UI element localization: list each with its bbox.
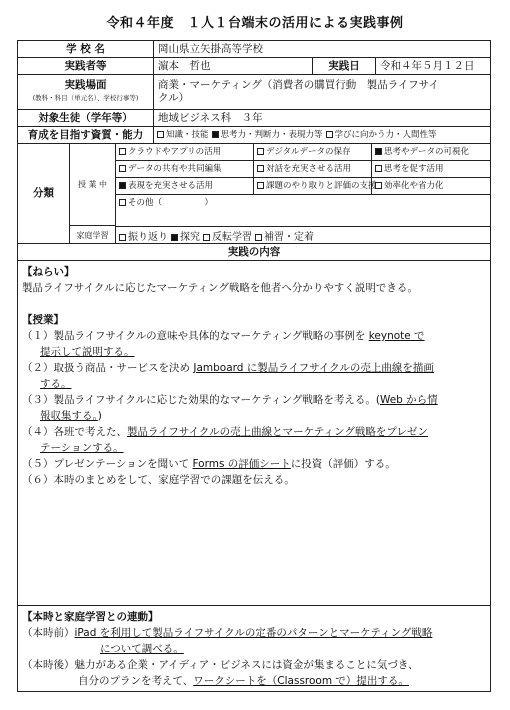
option-efficiency[interactable]: 効率化や省力化 <box>372 180 444 193</box>
before-line1: （本時前）iPad を利用して製品ライフサイクルの定番のパターンとマーケティング戦略 <box>22 627 433 639</box>
document-title: 令和４年度 １人１台端末の活用による実践事例 <box>106 16 404 31</box>
after-line1: （本時後）魅力がある企業・アイディア・ビジネスには資金が集まることに気づき、 <box>22 659 419 671</box>
opt-cell-6 <box>372 161 490 177</box>
opt-cell-1 <box>116 144 254 160</box>
step-1-line2: 提示して説明する。 <box>40 346 135 358</box>
date-label: 実践日 <box>313 58 376 74</box>
option-assignment-support[interactable]: 課題のやり取りと評価の支援 <box>254 180 377 193</box>
step-3-line1: （３）製品ライフサイクルに応じた効果的なマーケティング戦略を考える。(Web から情 <box>22 394 438 406</box>
opt-cell-5 <box>254 161 372 177</box>
in-class-options <box>116 144 490 226</box>
option-cloud-apps[interactable]: クラウドやアプリの活用 <box>116 146 221 159</box>
option-other[interactable]: その他（ ） <box>116 197 213 210</box>
aim-text: 製品ライフサイクルに応じたマーケティング戦略を他者へ分かりやすく説明できる。 <box>22 282 418 294</box>
checkbox-icon <box>375 165 382 172</box>
checkbox-icon <box>257 165 264 172</box>
checkbox-icon <box>375 182 382 189</box>
step-4-line1: （４）各班で考えた、製品ライフサイクルの売上曲線とマーケティング戦略をプレゼン <box>22 426 428 438</box>
ability-option-2[interactable]: 思考力・判断力・表現力等 <box>209 129 323 142</box>
lesson-heading: 【授業】 <box>22 314 64 326</box>
in-class-label: 授 業 中 <box>70 144 116 226</box>
aim-heading: 【ねらい】 <box>22 266 75 278</box>
opt-cell-10 <box>116 195 490 212</box>
scene-value-cell <box>154 75 490 109</box>
step-4-line2: テーションする。 <box>40 442 124 454</box>
home-option-inquiry[interactable]: 探究 <box>168 228 200 243</box>
option-expression[interactable]: 表現を充実させる活用 <box>116 180 213 193</box>
in-class-row-1 <box>116 144 490 161</box>
checkbox-icon <box>203 234 210 241</box>
step-3-line2: 報収集する。) <box>40 410 102 422</box>
home-option-supplementary[interactable]: 補習・定着 <box>252 228 314 243</box>
step-6: （６）本時のまとめをして、家庭学習での課題を伝える。 <box>22 474 295 486</box>
school-row <box>18 41 490 58</box>
step-5: （５）プレゼンテーションを聞いて Forms の評価シートに投資（評価）する。 <box>22 458 396 470</box>
scene-value-line2: クル） <box>158 92 190 104</box>
checkbox-checked-icon <box>119 182 126 189</box>
scene-label-cell <box>18 75 154 109</box>
opt-cell-8 <box>254 178 377 194</box>
linkage-divider <box>18 605 490 606</box>
teacher-value: 濵本 哲也 <box>154 58 313 74</box>
option-thinking[interactable]: 思考を促す活用 <box>372 163 444 176</box>
step-2-line1: （２）取扱う商品・サービスを決め Jamboard に製品ライフサイクルの売上曲線を描画 <box>22 362 434 374</box>
checkbox-icon <box>119 148 126 155</box>
home-study-options <box>116 226 490 244</box>
checkbox-checked-icon <box>171 234 178 241</box>
option-data-sharing[interactable]: データの共有や共同編集 <box>116 163 222 176</box>
checkbox-icon <box>257 148 264 155</box>
checkbox-icon <box>119 234 126 241</box>
in-class-row-4 <box>116 195 490 226</box>
content-header-row <box>18 244 490 261</box>
ability-options <box>154 127 490 143</box>
opt-cell-2 <box>254 144 372 160</box>
content-body <box>18 261 490 691</box>
step-2-line2: する。 <box>40 378 72 390</box>
classification-block <box>18 144 490 244</box>
scene-row <box>18 75 490 110</box>
in-class-row-3 <box>116 178 490 195</box>
step-1-line1: （１）製品ライフサイクルの意味や具体的なマーケティング戦略の事例を keynote で <box>22 330 425 342</box>
scene-value-line1: 商業・マーケティング（消費者の購買行動 製品ライフサイ <box>158 79 439 91</box>
checkbox-icon <box>257 182 264 189</box>
classification-label: 分類 <box>18 144 70 243</box>
checkbox-icon <box>119 199 126 206</box>
scene-label: 実践場面 <box>64 79 107 91</box>
option-dialogue[interactable]: 対話を充実させる活用 <box>254 163 351 176</box>
checkbox-icon <box>255 234 262 241</box>
checkbox-checked-icon <box>375 148 382 155</box>
ability-row <box>18 127 490 144</box>
option-visualization[interactable]: 思考やデータの可視化 <box>372 146 469 159</box>
target-label: 対象生徒（学年等） <box>18 110 154 126</box>
scene-sublabel: (教科・科目（単元名）、学校行事等) <box>32 94 139 102</box>
home-option-flipped[interactable]: 反転学習 <box>200 228 252 243</box>
ability-option-3[interactable]: 学びに向かう力・人間性等 <box>323 129 437 142</box>
opt-cell-3 <box>372 144 490 160</box>
home-option-reflection[interactable]: 振り返り <box>116 228 168 243</box>
checkbox-icon <box>157 131 164 138</box>
teacher-row <box>18 58 490 75</box>
ability-label: 育成を目指す資質・能力 <box>18 127 154 143</box>
content-header: 実践の内容 <box>227 245 281 258</box>
date-value: 令和４年５月１２日 <box>380 59 475 72</box>
checkbox-checked-icon <box>212 131 219 138</box>
in-class-row-2 <box>116 161 490 178</box>
school-label: 学 校 名 <box>18 41 154 57</box>
checkbox-icon <box>326 131 333 138</box>
checkbox-icon <box>119 165 126 172</box>
option-digital-storage[interactable]: デジタルデータの保存 <box>254 146 351 159</box>
target-value: 地域ビジネス科 ３年 <box>158 111 263 124</box>
after-line2: 自分のプランを考えて、ワークシートを（Classroom で）提出する。 <box>78 675 409 687</box>
linkage-heading: 【本時と家庭学習との連動】 <box>22 611 159 623</box>
target-row <box>18 110 490 127</box>
ability-option-1[interactable]: 知識・技能 <box>154 129 209 142</box>
form-frame <box>17 40 491 692</box>
school-value: 岡山県立矢掛高等学校 <box>158 42 263 55</box>
home-study-label: 家庭学習 <box>70 226 116 244</box>
opt-cell-7 <box>116 178 254 194</box>
opt-cell-4 <box>116 161 254 177</box>
opt-cell-9 <box>372 178 490 194</box>
teacher-label: 実践者等 <box>18 58 154 74</box>
before-line2: について調べる。 <box>100 643 184 655</box>
